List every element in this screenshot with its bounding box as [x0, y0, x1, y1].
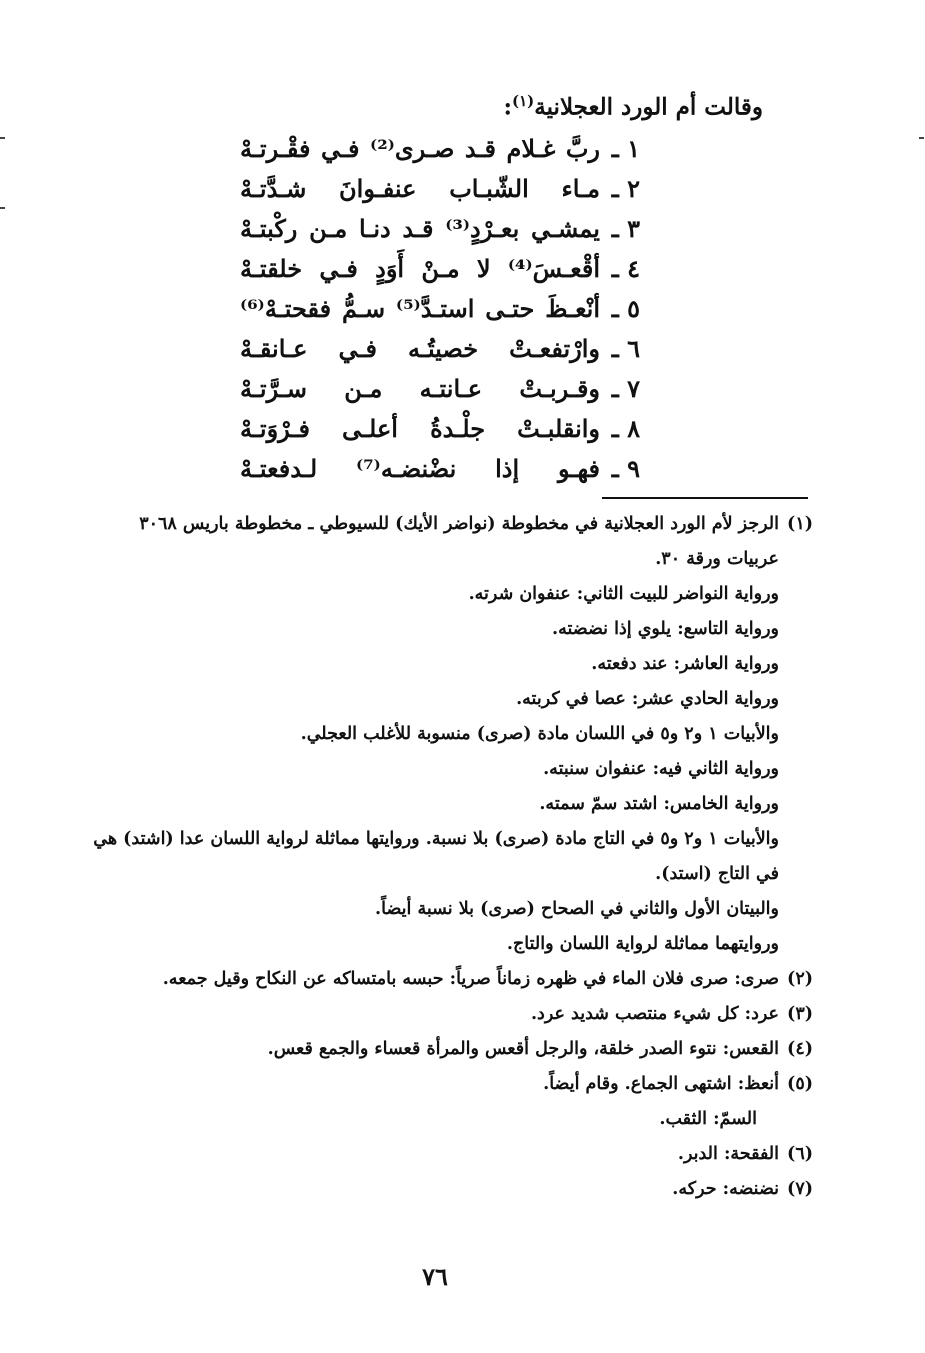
- footnote-line: [53, 752, 813, 787]
- footnote-line: [53, 892, 813, 927]
- verse-number: ٨ ـ: [611, 413, 640, 443]
- footnote-text: والأبيات ١ و٢ و٥ في التاج مادة (صرى) بلا نسبة. وروايتها مماثلة لرواية اللسان عدا (اشتد) هي: [93, 829, 779, 849]
- footnote-line: [53, 927, 813, 962]
- footnote-text: ورواية الخامس: اشتد سمّ سمته.: [539, 794, 779, 814]
- poem-intro: [163, 86, 763, 123]
- footnote-text: أنعظ: اشتهى الجماع. وقام أيضاً.: [543, 1074, 779, 1094]
- footnote-text: القعس: نتوء الصدر خلقة، والرجل أقعس والمرأة قعساء والجمع قعس.: [267, 1039, 779, 1059]
- footnote-line: [53, 1102, 813, 1137]
- verse-number: ٩ ـ: [611, 453, 640, 483]
- verse-line: [240, 328, 640, 368]
- verse-text: ربَّ غـلام قـد صـرى⁽²⁾ فـي فقْـرتـهْ: [240, 133, 600, 163]
- poem: [240, 128, 640, 488]
- footnote-line: [53, 612, 813, 647]
- footnote-text: صرى: صرى فلان الماء في ظهره زماناً صرياً: حبسه بامتساكه عن النكاح وقيل جمعه.: [162, 969, 779, 989]
- footnote-number: (٣): [787, 1004, 813, 1024]
- footnote-number: (٥): [787, 1074, 813, 1094]
- footnote-line: [53, 1032, 813, 1067]
- verse-number: ٤ ـ: [611, 253, 640, 283]
- footnote-line: [53, 542, 813, 577]
- verse-text: فهـو إذا نضْنضـه⁽⁷⁾ لـدفعتـهْ: [240, 453, 600, 483]
- verse-line: [240, 368, 640, 408]
- footnote-text: في التاج (استد).: [655, 864, 779, 884]
- footnote-text: عربيات ورقة ٣٠.: [655, 549, 779, 569]
- verse-text: أقْعـسَ⁽⁴⁾ لا مـنْ أَوَدٍ فـي خلقتـهْ: [240, 253, 600, 283]
- footnote-number: (٤): [787, 1039, 813, 1059]
- verse-number: ١ ـ: [611, 133, 640, 163]
- footnote-text: الرجز لأم الورد العجلانية في مخطوطة (نواضر الأيك) للسيوطي ـ مخطوطة باريس ٣٠٦٨: [139, 514, 779, 534]
- footnote-text: ورواية الثاني فيه: عنفوان سنبته.: [543, 759, 779, 779]
- footnote-text: ورواية التاسع: يلوي إذا نضضته.: [552, 619, 779, 639]
- footnote-number: (٦): [787, 1144, 813, 1164]
- verse-text: أنْعـظَ حتـى استـدَّ⁽⁵⁾ سـمُّ فقحتـهْ⁽⁶⁾: [240, 293, 600, 323]
- verse-text: وارْتفعـتْ خصيتُـه فـي عـانقـهْ: [240, 333, 600, 363]
- verse-line: [240, 128, 640, 168]
- footnote-line: [53, 1137, 813, 1172]
- verse-text: مـاء الشّبـاب عنفـوانَ شـدَّتـهْ: [240, 173, 600, 203]
- footnote-line: [53, 647, 813, 682]
- margin-mark: [919, 137, 924, 139]
- verse-number: ٣ ـ: [611, 213, 640, 243]
- footnote-text: ورواية الحادي عشر: عصا في كربته.: [516, 689, 779, 709]
- intro-colon: :: [503, 93, 512, 121]
- verse-number: ٧ ـ: [611, 373, 640, 403]
- page-number: ٧٦: [422, 1262, 448, 1291]
- footnote-line: [53, 1067, 813, 1102]
- footnote-text: عرد: كل شيء منتصب شديد عرد.: [530, 1004, 779, 1024]
- verse-text: وانقلبـتْ جلْـدةُ أعلـى فـرْوَتـهْ: [240, 413, 600, 443]
- verse-line: [240, 448, 640, 488]
- footnote-text: والبيتان الأول والثاني في الصحاح (صرى) بلا نسبة أيضاً.: [375, 899, 779, 919]
- footnote-line: [53, 577, 813, 612]
- verse-line: [240, 288, 640, 328]
- footnote-text: وروايتهما مماثلة لرواية اللسان والتاج.: [506, 934, 779, 954]
- footnote-text: نضنضه: حركه.: [672, 1179, 779, 1199]
- footnote-line: [53, 507, 813, 542]
- footnote-separator: [602, 497, 808, 499]
- margin-mark: [0, 207, 5, 209]
- footnote-number: (١): [787, 514, 813, 534]
- verse-number: ٦ ـ: [611, 333, 640, 363]
- footnote-line: [53, 717, 813, 752]
- intro-footnote-ref: (١): [511, 92, 535, 110]
- verse-line: [240, 248, 640, 288]
- footnote-number: (٢): [787, 969, 813, 989]
- verse-text: يمشـي بعـرْدٍ⁽³⁾ قـد دنـا مـن ركْبتـهْ: [240, 213, 600, 243]
- footnote-text: والأبيات ١ و٢ و٥ في اللسان مادة (صرى) منسوبة للأغلب العجلي.: [300, 724, 779, 744]
- verse-number: ٢ ـ: [611, 173, 640, 203]
- footnote-line: [53, 1172, 813, 1207]
- verse-line: [240, 168, 640, 208]
- footnote-line: [53, 682, 813, 717]
- footnote-line: [53, 962, 813, 997]
- footnote-text: ورواية العاشر: عند دفعته.: [591, 654, 779, 674]
- verse-line: [240, 208, 640, 248]
- margin-mark: [0, 137, 5, 139]
- verse-number: ٥ ـ: [611, 293, 640, 323]
- intro-text: وقالت أم الورد العجلانية: [534, 93, 763, 121]
- footnote-line: [53, 787, 813, 822]
- footnote-number: (٧): [787, 1179, 813, 1199]
- footnotes: [53, 507, 813, 1207]
- footnote-line: [53, 997, 813, 1032]
- footnote-text: ورواية النواضر للبيت الثاني: عنفوان شرته.: [468, 584, 779, 604]
- footnote-text: الفقحة: الدبر.: [677, 1144, 779, 1164]
- footnote-line: [53, 857, 813, 892]
- footnote-line: [53, 822, 813, 857]
- footnote-text: السمّ: الثقب.: [659, 1109, 757, 1129]
- verse-text: وقـربـتْ عـانتـه مـن سـرَّتـهْ: [240, 373, 600, 403]
- verse-line: [240, 408, 640, 448]
